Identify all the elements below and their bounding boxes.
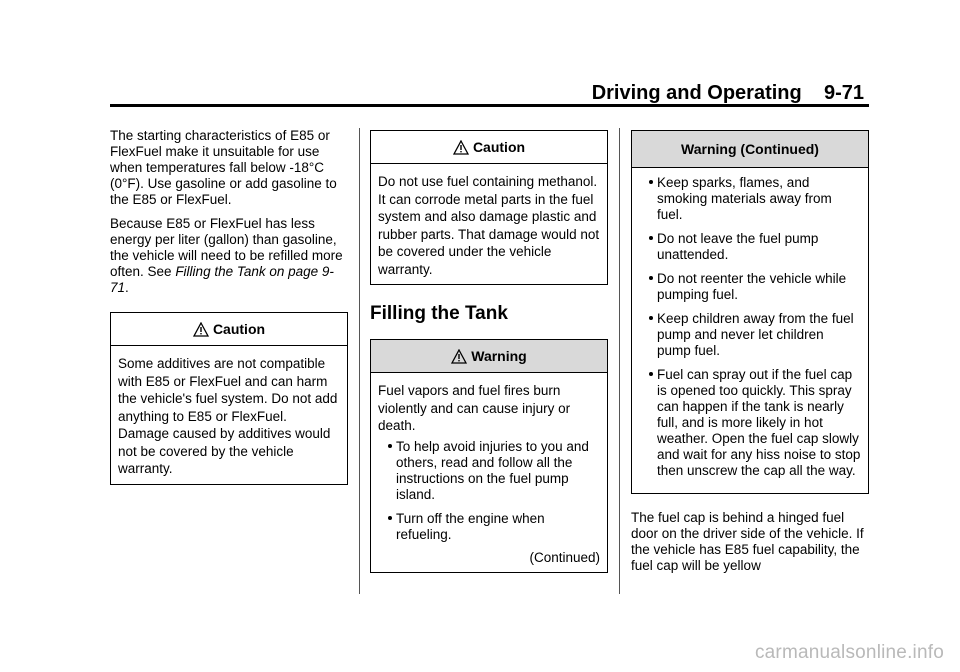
warning-body [632, 168, 868, 493]
column-1 [110, 128, 348, 495]
caution-header [371, 131, 607, 164]
warning-header: Warning (Continued) [632, 131, 868, 168]
paragraph [110, 216, 348, 296]
caution-text: Do not use fuel containing methanol. It can corrode metal parts in the fuel system and also damage plastic and rubber parts. That damage would not be covered under the vehicle warranty. [378, 174, 600, 277]
section-title-header: Driving and Operating [591, 82, 802, 104]
warning-title: Warning [471, 348, 527, 364]
list-item: Do not reenter the vehicle while pumping fuel. [657, 271, 861, 303]
warning-bullet-list [639, 175, 861, 479]
page-header [592, 82, 864, 105]
caution-box [370, 130, 608, 285]
list-item: Keep sparks, flames, and smoking materials away from fuel. [657, 175, 861, 223]
paragraph: The starting characteristics of E85 or FlexFuel make it unsuitable for use when temperatures fall below -18°C (0°F). Use gasoline or add gasoline to the E85 or FlexFuel. [110, 128, 337, 207]
paragraph-end: . [125, 280, 129, 295]
section-heading: Filling the Tank [370, 303, 508, 324]
warning-intro: Fuel vapors and fuel fires burn violently and can cause injury or death. [378, 383, 571, 433]
list-item: Turn off the engine when refueling. [396, 511, 600, 543]
warning-header [371, 340, 607, 373]
warning-triangle-icon [451, 349, 467, 364]
list-item: Fuel can spray out if the fuel cap is opened too quickly. This spray can happen if the tank is nearly full, and is more likely in hot weather. Open the fuel cap slowly and wait for any hiss noise to stop then unscrew the cap all the way. [657, 367, 861, 478]
caution-box [110, 312, 348, 485]
cross-reference-link[interactable]: Filling the Tank on page 9-71 [110, 264, 334, 295]
continued-label: (Continued) [529, 549, 600, 565]
paragraph: The fuel cap is behind a hinged fuel door on the driver side of the vehicle. If the vehicle has E85 fuel capability, the fuel cap will be yellow [631, 510, 864, 573]
caution-text: Some additives are not compatible with E85 or FlexFuel and can harm the vehicle's fuel system. Do not add anything to E85 or FlexFuel. Damage caused by additives would not be covered by the vehicle warranty. [118, 356, 338, 476]
list-item: To help avoid injuries to you and others, read and follow all the instructions on the fuel pump island. [396, 439, 600, 503]
caution-header [111, 313, 347, 346]
warning-triangle-icon [193, 322, 209, 337]
caution-title: Caution [212, 321, 266, 337]
caution-title: Caution [472, 139, 526, 155]
paragraph-text: Because E85 or FlexFuel has less energy per liter (gallon) than gasoline, the vehicle will need to be refilled more often. See [110, 216, 343, 279]
column-2 [370, 128, 608, 583]
column-divider [359, 128, 360, 594]
warning-box [370, 339, 608, 573]
page-number: 9-71 [823, 82, 864, 104]
warning-bullet-list [378, 439, 600, 543]
watermark: carmanualsonline.info [754, 642, 944, 663]
warning-continued-box [631, 130, 869, 494]
warning-triangle-icon [453, 140, 469, 155]
column-3 [631, 128, 869, 582]
column-divider [619, 128, 620, 594]
warning-body [371, 373, 607, 572]
list-item: Do not leave the fuel pump unattended. [657, 231, 861, 263]
header-rule [110, 104, 869, 107]
list-item: Keep children away from the fuel pump and never let children pump fuel. [657, 311, 861, 359]
